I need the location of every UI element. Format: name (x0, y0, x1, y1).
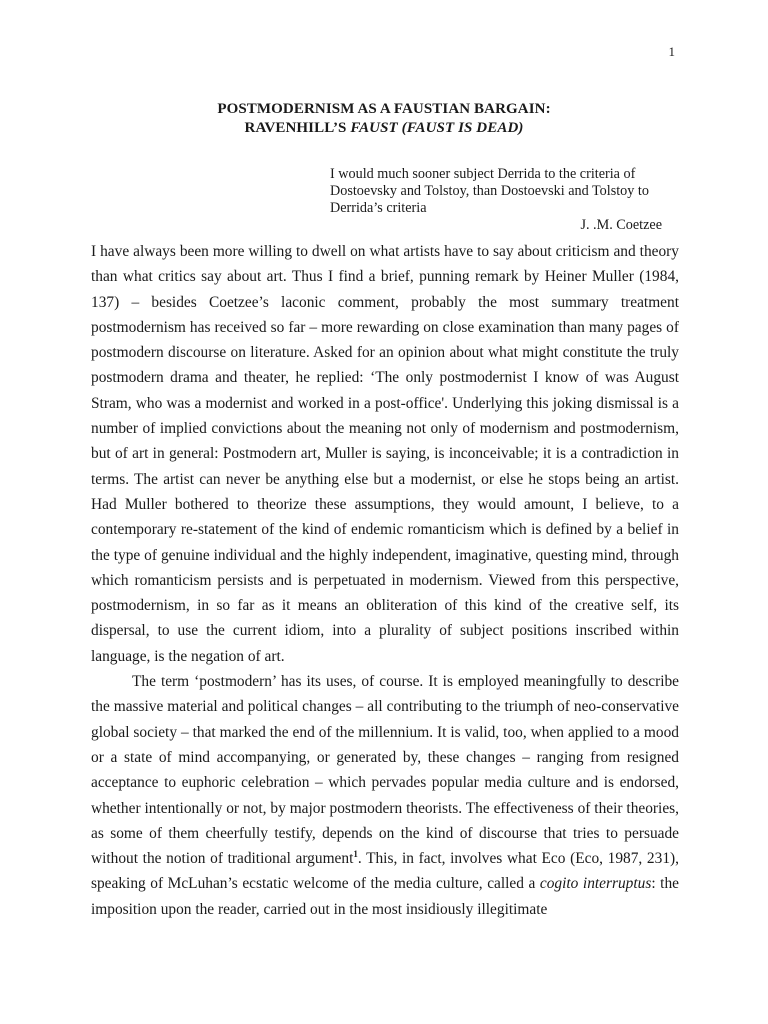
paragraph-2-italic-term: cogito interruptus (539, 875, 652, 893)
title-line-2-italic: FAUST (FAUST IS DEAD) (350, 120, 524, 136)
epigraph (330, 166, 690, 234)
paragraph-2 (91, 669, 679, 922)
paragraph-2-part-3: : the imposition upon the reader, carried out in the most insidiously illegitimate (91, 875, 679, 918)
paragraph-2-part-2: . This, in fact, involves what Eco (Eco, 1987, 231), speaking of McLuhan’s ecstatic welcome of the media culture, called a (91, 850, 679, 893)
epigraph-quote: I would much sooner subject Derrida to the criteria of Dostoevsky and Tolstoy, than Dostoevski and Tolstoy to Derrida’s criteria (330, 166, 649, 216)
title-line-2-prefix: RAVENHILL’S (244, 120, 351, 136)
page-number: 1 (668, 44, 675, 59)
paragraph-1: I have always been more willing to dwell on what artists have to say about criticism and theory than what critics say about art. Thus I find a brief, punning remark by Heiner Muller (1984, 137) – besides Coetzee’s laconic comment, probably the most summary treatment postmodernism has received so far – more rewarding on close examination than many pages of postmodern discourse on literature. Asked for an opinion about what might constitute the truly postmodern drama and theater, he replied: ‘The only postmodernist I know of was August Stram, who was a modernist and worked in a post-office'. Underlying this joking dismissal is a number of implied convictions about the meaning not only of modernism and postmodernism, but of art in general: Postmodern art, Muller is saying, is inconceivable; it is a contradiction in terms. The artist can never be anything else but a modernist, or else he stops being an artist. Had Muller bothered to theorize these assumptions, they would amount, I believe, to a contemporary re-statement of the kind of endemic romanticism which is defined by a belief in the type of genuine individual and the highly independent, imaginative, questing mind, through which romanticism persists and is perpetuated in modernism. Viewed from this perspective, postmodernism, in so far as it means an obliteration of this kind of the creative self, its dispersal, to use the current idiom, into a plurality of subject positions inscribed within language, is the negation of art. (91, 243, 679, 665)
title-line-1: POSTMODERNISM AS A FAUSTIAN BARGAIN: (217, 101, 551, 117)
body-text (91, 239, 679, 922)
title-line-2 (0, 119, 768, 138)
page-title (0, 100, 768, 138)
epigraph-author: J. .M. Coetzee (580, 217, 662, 233)
footnote-reference[interactable]: 1 (353, 849, 358, 859)
paragraph-2-part-1: The term ‘postmodern’ has its uses, of course. It is employed meaningfully to describe the massive material and political changes – all contributing to the triumph of neo-conservative global society – that marked the end of the millennium. It is valid, too, when applied to a mood or a state of mind accompanying, or generated by, these changes – ranging from resigned acceptance to euphoric celebration – which pervades popular media culture and is endorsed, whether intentionally or not, by major postmodern theorists. The effectiveness of their theories, as some of them cheerfully testify, depends on the kind of discourse that tries to persuade without the notion of traditional argument (91, 673, 679, 868)
